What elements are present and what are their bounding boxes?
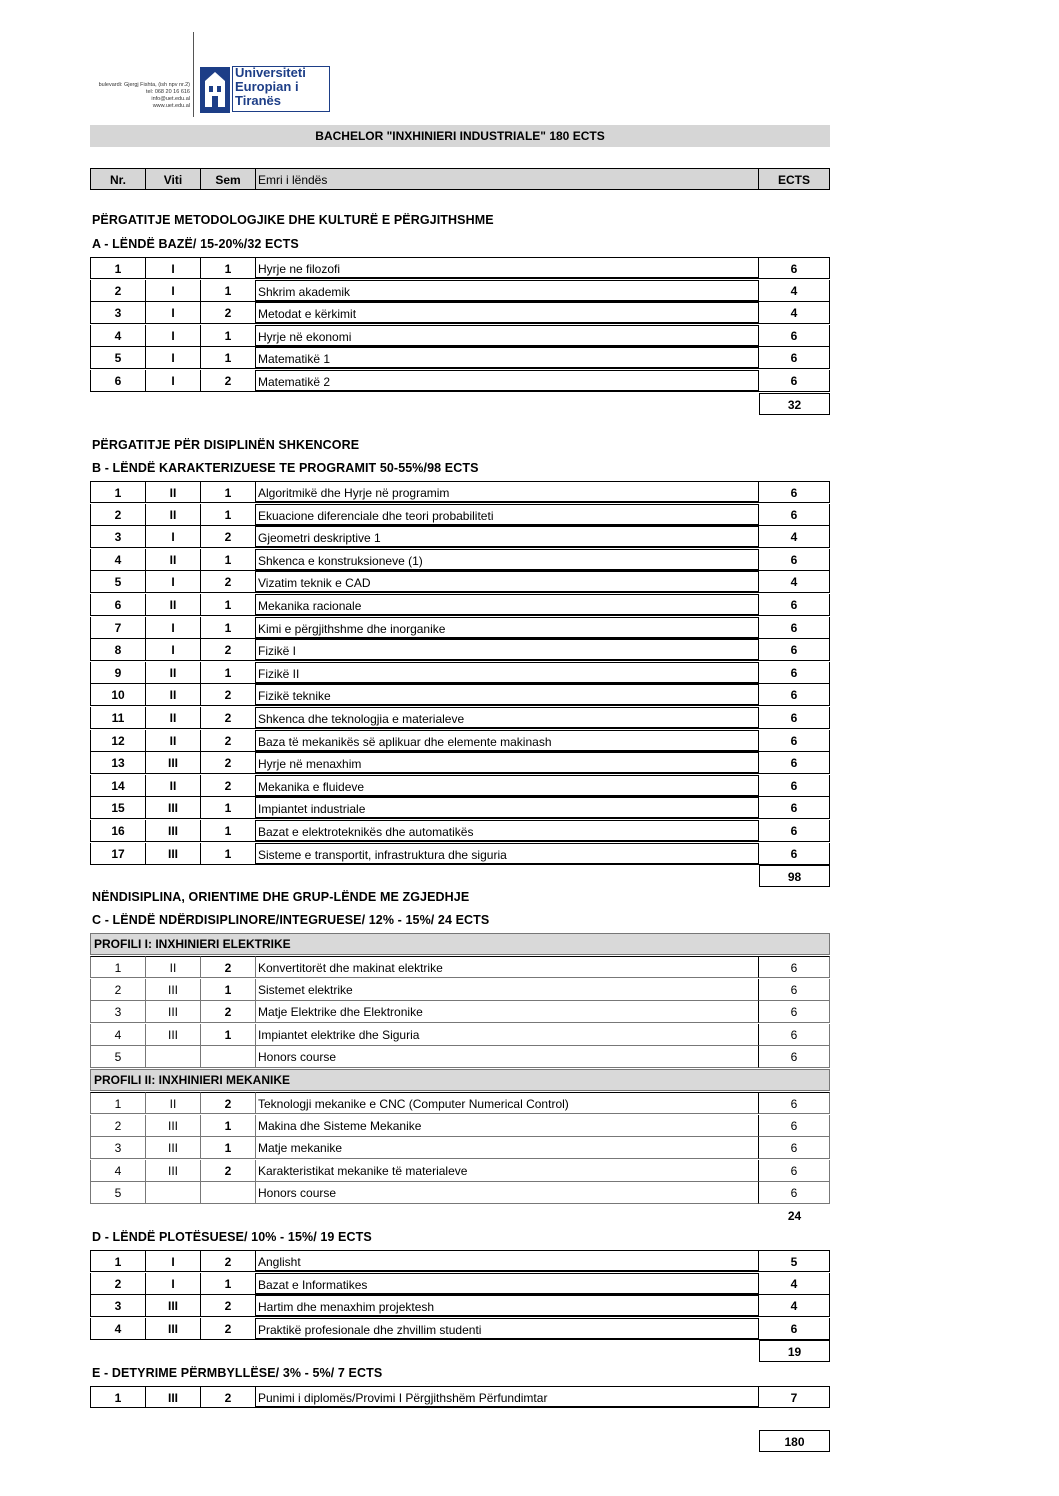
cell-sem: 1 [201, 594, 256, 616]
cell-viti: III [146, 979, 201, 1001]
cell-ects: 6 [759, 730, 830, 752]
cell-sem: 2 [201, 571, 256, 593]
cell-ects: 6 [759, 1137, 830, 1159]
cell-viti: II [146, 775, 201, 797]
section-c-group-title: NËNDISIPLINA, ORIENTIME DHE GRUP-LËNDE ME ZGJEDHJE [92, 890, 470, 904]
cell-sem [201, 1182, 256, 1204]
table-row [90, 1273, 830, 1295]
cell-name: Mekanika racionale [256, 594, 759, 616]
cell-viti: III [146, 797, 201, 819]
cell-sem: 2 [201, 752, 256, 774]
col-viti: Viti [146, 168, 201, 190]
cell-viti: II [146, 684, 201, 706]
cell-name: Baza të mekanikës së aplikuar dhe elemente makinash [256, 730, 759, 752]
cell-nr: 6 [90, 594, 146, 616]
cell-name: Praktikë profesionale dhe zhvillim studenti [256, 1318, 759, 1340]
col-ects: ECTS [759, 168, 830, 190]
cell-sem: 1 [201, 843, 256, 865]
cell-name: Shkenca e konstruksioneve (1) [256, 549, 759, 571]
cell-nr: 3 [90, 526, 146, 548]
cell-ects: 4 [759, 526, 830, 548]
cell-name: Fizikë I [256, 639, 759, 661]
table-row [90, 1295, 830, 1317]
table-row [90, 1115, 830, 1137]
cell-name: Honors course [256, 1182, 759, 1204]
cell-nr: 11 [90, 707, 146, 729]
cell-ects: 6 [759, 956, 830, 978]
table-row [90, 257, 830, 279]
cell-viti: III [146, 752, 201, 774]
cell-name: Bazat e Informatikes [256, 1273, 759, 1295]
cell-sem: 1 [201, 504, 256, 526]
cell-ects: 6 [759, 662, 830, 684]
cell-nr: 17 [90, 843, 146, 865]
cell-name: Hyrje ne filozofi [256, 257, 759, 279]
cell-sem: 2 [201, 1386, 256, 1408]
table-row [90, 1318, 830, 1340]
cell-sem: 1 [201, 797, 256, 819]
section-a-total: 32 [759, 393, 830, 415]
cell-nr: 14 [90, 775, 146, 797]
table-row [90, 775, 830, 797]
cell-name: Punimi i diplomës/Provimi I Përgjithshëm Përfundimtar [256, 1386, 759, 1408]
cell-ects: 4 [759, 571, 830, 593]
cell-ects: 4 [759, 302, 830, 324]
email-line: info@uet.edu.al [151, 96, 190, 102]
cell-sem: 1 [201, 1137, 256, 1159]
university-name [235, 66, 306, 108]
cell-sem: 1 [201, 257, 256, 279]
university-address [80, 82, 190, 110]
cell-viti: II [146, 594, 201, 616]
cell-sem: 1 [201, 1273, 256, 1295]
cell-nr: 5 [90, 571, 146, 593]
profile-2-title: PROFILI II: INXHINIERI MEKANIKE [90, 1069, 830, 1091]
cell-viti: I [146, 370, 201, 392]
table-row [90, 481, 830, 503]
cell-sem: 2 [201, 684, 256, 706]
cell-sem [201, 1046, 256, 1068]
cell-ects: 5 [759, 1250, 830, 1272]
cell-viti: I [146, 617, 201, 639]
cell-sem: 2 [201, 707, 256, 729]
cell-name: Impiantet industriale [256, 797, 759, 819]
table-row [90, 1386, 830, 1408]
cell-viti: I [146, 1273, 201, 1295]
table-row [90, 549, 830, 571]
cell-ects: 6 [759, 1024, 830, 1046]
table-row [90, 730, 830, 752]
cell-name: Matematikë 2 [256, 370, 759, 392]
cell-nr: 4 [90, 549, 146, 571]
cell-viti: III [146, 1386, 201, 1408]
cell-name: Kimi e përgjithshme dhe inorganike [256, 617, 759, 639]
cell-sem: 1 [201, 481, 256, 503]
cell-ects: 4 [759, 1273, 830, 1295]
cell-nr: 2 [90, 1273, 146, 1295]
section-d-total: 19 [759, 1340, 830, 1362]
cell-name: Hartim dhe menaxhim projektesh [256, 1295, 759, 1317]
cell-name: Matje mekanike [256, 1137, 759, 1159]
cell-name: Bazat e elektroteknikës dhe automatikës [256, 820, 759, 842]
cell-name: Konvertitorët dhe makinat elektrike [256, 956, 759, 978]
cell-ects: 6 [759, 1046, 830, 1068]
cell-sem: 1 [201, 617, 256, 639]
cell-nr: 13 [90, 752, 146, 774]
cell-ects: 6 [759, 370, 830, 392]
table-row [90, 1182, 830, 1204]
cell-nr: 12 [90, 730, 146, 752]
cell-ects: 6 [759, 775, 830, 797]
cell-ects: 6 [759, 1092, 830, 1114]
cell-name: Matematikë 1 [256, 347, 759, 369]
cell-nr: 5 [90, 1182, 146, 1204]
cell-name: Fizikë teknike [256, 684, 759, 706]
profile-1-title: PROFILI I: INXHINIERI ELEKTRIKE [90, 933, 830, 955]
logo-line-1: Universiteti [235, 65, 306, 80]
table-row [90, 526, 830, 548]
table-row [90, 617, 830, 639]
cell-sem: 1 [201, 820, 256, 842]
cell-viti: I [146, 280, 201, 302]
cell-ects: 6 [759, 820, 830, 842]
table-row [90, 1250, 830, 1272]
table-row [90, 843, 830, 865]
cell-name: Sisteme e transportit, infrastruktura dhe siguria [256, 843, 759, 865]
cell-name: Hyrje në ekonomi [256, 325, 759, 347]
cell-nr: 16 [90, 820, 146, 842]
cell-sem: 1 [201, 347, 256, 369]
cell-nr: 1 [90, 956, 146, 978]
cell-viti: III [146, 1115, 201, 1137]
cell-ects: 6 [759, 752, 830, 774]
cell-sem: 2 [201, 1295, 256, 1317]
header-divider [193, 32, 194, 117]
cell-name: Ekuacione diferenciale dhe teori probabiliteti [256, 504, 759, 526]
cell-nr: 5 [90, 347, 146, 369]
cell-sem: 1 [201, 280, 256, 302]
cell-nr: 4 [90, 1024, 146, 1046]
cell-nr: 3 [90, 1137, 146, 1159]
cell-sem: 2 [201, 370, 256, 392]
address-line: bulevardi: Gjergj Fishta, (ish npv nr.2) [98, 82, 190, 88]
section-b-title: B - LËNDË KARAKTERIZUESE TE PROGRAMIT 50-55%/98 ECTS [92, 461, 479, 475]
table-row [90, 280, 830, 302]
cell-nr: 3 [90, 1295, 146, 1317]
cell-nr: 1 [90, 1092, 146, 1114]
cell-nr: 15 [90, 797, 146, 819]
cell-ects: 6 [759, 843, 830, 865]
cell-name: Matje Elektrike dhe Elektronike [256, 1001, 759, 1023]
cell-ects: 6 [759, 1115, 830, 1137]
cell-nr: 4 [90, 1318, 146, 1340]
cell-viti: I [146, 257, 201, 279]
section-c-title: C - LËNDË NDËRDISIPLINORE/INTEGRUESE/ 12% - 15%/ 24 ECTS [92, 913, 490, 927]
cell-name: Impiantet elektrike dhe Siguria [256, 1024, 759, 1046]
phone-line: tel: 068 20 16 616 [145, 89, 190, 95]
table-row [90, 797, 830, 819]
cell-ects: 6 [759, 1182, 830, 1204]
table-row [90, 1024, 830, 1046]
cell-viti: III [146, 820, 201, 842]
cell-ects: 4 [759, 1295, 830, 1317]
cell-nr: 4 [90, 325, 146, 347]
cell-ects: 6 [759, 481, 830, 503]
table-row [90, 504, 830, 526]
cell-nr: 3 [90, 302, 146, 324]
cell-name: Teknologji mekanike e CNC (Computer Numerical Control) [256, 1092, 759, 1114]
cell-name: Anglisht [256, 1250, 759, 1272]
table-row [90, 662, 830, 684]
cell-nr: 4 [90, 1160, 146, 1182]
cell-ects: 6 [759, 979, 830, 1001]
cell-name: Shkrim akademik [256, 280, 759, 302]
cell-nr: 2 [90, 280, 146, 302]
table-row [90, 302, 830, 324]
cell-sem: 1 [201, 325, 256, 347]
table-row [90, 594, 830, 616]
cell-sem: 2 [201, 1318, 256, 1340]
cell-viti: I [146, 1250, 201, 1272]
table-row [90, 639, 830, 661]
section-b-total: 98 [759, 865, 830, 887]
table-row [90, 347, 830, 369]
cell-ects: 6 [759, 707, 830, 729]
table-row [90, 325, 830, 347]
cell-sem: 1 [201, 1024, 256, 1046]
logo-line-3: Tiranës [235, 93, 282, 108]
cell-viti: I [146, 302, 201, 324]
cell-sem: 2 [201, 775, 256, 797]
table-row [90, 1137, 830, 1159]
cell-nr: 1 [90, 1250, 146, 1272]
cell-viti: I [146, 347, 201, 369]
cell-sem: 1 [201, 549, 256, 571]
logo-line-2: Europian i [235, 79, 299, 94]
cell-sem: 2 [201, 1001, 256, 1023]
cell-name: Hyrje në menaxhim [256, 752, 759, 774]
website-line: www.uet.edu.al [152, 103, 190, 109]
table-row [90, 684, 830, 706]
cell-viti: III [146, 1160, 201, 1182]
cell-sem: 1 [201, 662, 256, 684]
cell-ects: 6 [759, 617, 830, 639]
cell-ects: 6 [759, 639, 830, 661]
cell-sem: 2 [201, 302, 256, 324]
cell-sem: 1 [201, 979, 256, 1001]
table-row [90, 820, 830, 842]
cell-nr: 1 [90, 1386, 146, 1408]
table-row [90, 979, 830, 1001]
cell-nr: 7 [90, 617, 146, 639]
cell-nr: 3 [90, 1001, 146, 1023]
cell-ects: 4 [759, 280, 830, 302]
col-name: Emri i lëndës [256, 168, 759, 190]
cell-sem: 2 [201, 1092, 256, 1114]
cell-viti: II [146, 707, 201, 729]
cell-nr: 5 [90, 1046, 146, 1068]
table-row [90, 707, 830, 729]
cell-nr: 10 [90, 684, 146, 706]
cell-ects: 6 [759, 504, 830, 526]
cell-sem: 2 [201, 639, 256, 661]
cell-ects: 6 [759, 257, 830, 279]
cell-nr: 1 [90, 481, 146, 503]
cell-viti: I [146, 526, 201, 548]
cell-viti: I [146, 571, 201, 593]
cell-name: Vizatim teknik e CAD [256, 571, 759, 593]
cell-sem: 2 [201, 1160, 256, 1182]
cell-viti: II [146, 662, 201, 684]
cell-name: Fizikë II [256, 662, 759, 684]
cell-name: Sistemet elektrike [256, 979, 759, 1001]
table-row [90, 1092, 830, 1114]
table-row [90, 956, 830, 978]
cell-viti: III [146, 1295, 201, 1317]
cell-viti: III [146, 843, 201, 865]
cell-nr: 2 [90, 979, 146, 1001]
cell-nr: 9 [90, 662, 146, 684]
cell-sem: 2 [201, 730, 256, 752]
section-a-group-title: PËRGATITJE METODOLOGJIKE DHE KULTURË E PËRGJITHSHME [92, 213, 494, 227]
cell-name: Gjeometri deskriptive 1 [256, 526, 759, 548]
cell-viti: III [146, 1137, 201, 1159]
cell-sem: 2 [201, 526, 256, 548]
table-row [90, 1001, 830, 1023]
cell-viti: III [146, 1024, 201, 1046]
program-title: BACHELOR "INXHINIERI INDUSTRIALE" 180 ECTS [90, 125, 830, 147]
section-e-title: E - DETYRIME PËRMBYLLËSE/ 3% - 5%/ 7 ECTS [92, 1366, 383, 1380]
cell-viti: II [146, 730, 201, 752]
cell-viti: III [146, 1001, 201, 1023]
section-d-title: D - LËNDË PLOTËSUESE/ 10% - 15%/ 19 ECTS [92, 1230, 372, 1244]
section-a-title: A - LËNDË BAZË/ 15-20%/32 ECTS [92, 237, 299, 251]
cell-ects: 6 [759, 797, 830, 819]
cell-ects: 6 [759, 1001, 830, 1023]
cell-ects: 6 [759, 1160, 830, 1182]
cell-ects: 6 [759, 549, 830, 571]
cell-ects: 6 [759, 347, 830, 369]
cell-viti [146, 1046, 201, 1068]
section-b-group-title: PËRGATITJE PËR DISIPLINËN SHKENCORE [92, 438, 360, 452]
cell-name: Shkenca dhe teknologjia e materialeve [256, 707, 759, 729]
cell-nr: 2 [90, 504, 146, 526]
table-row [90, 370, 830, 392]
cell-nr: 6 [90, 370, 146, 392]
cell-viti: II [146, 956, 201, 978]
cell-viti: I [146, 325, 201, 347]
cell-viti: I [146, 639, 201, 661]
cell-sem: 2 [201, 956, 256, 978]
cell-name: Mekanika e fluideve [256, 775, 759, 797]
cell-ects: 6 [759, 1318, 830, 1340]
cell-name: Karakteristikat mekanike të materialeve [256, 1160, 759, 1182]
cell-ects: 6 [759, 684, 830, 706]
table-row [90, 1160, 830, 1182]
cell-name: Honors course [256, 1046, 759, 1068]
col-sem: Sem [201, 168, 256, 190]
grand-total: 180 [759, 1430, 830, 1452]
cell-ects: 6 [759, 594, 830, 616]
cell-name: Metodat e kërkimit [256, 302, 759, 324]
cell-name: Algoritmikë dhe Hyrje në programim [256, 481, 759, 503]
cell-sem: 1 [201, 1115, 256, 1137]
column-header-row [90, 168, 830, 190]
cell-viti [146, 1182, 201, 1204]
cell-ects: 6 [759, 325, 830, 347]
cell-ects: 7 [759, 1386, 830, 1408]
cell-name: Makina dhe Sisteme Mekanike [256, 1115, 759, 1137]
cell-viti: II [146, 504, 201, 526]
cell-sem: 2 [201, 1250, 256, 1272]
table-row [90, 1046, 830, 1068]
cell-nr: 1 [90, 257, 146, 279]
cell-nr: 8 [90, 639, 146, 661]
col-nr: Nr. [90, 168, 146, 190]
cell-viti: II [146, 481, 201, 503]
section-c-total: 24 [787, 1209, 802, 1223]
cell-nr: 2 [90, 1115, 146, 1137]
cell-viti: II [146, 549, 201, 571]
cell-viti: II [146, 1092, 201, 1114]
cell-viti: III [146, 1318, 201, 1340]
table-row [90, 752, 830, 774]
table-row [90, 571, 830, 593]
university-logo-icon [200, 67, 230, 113]
